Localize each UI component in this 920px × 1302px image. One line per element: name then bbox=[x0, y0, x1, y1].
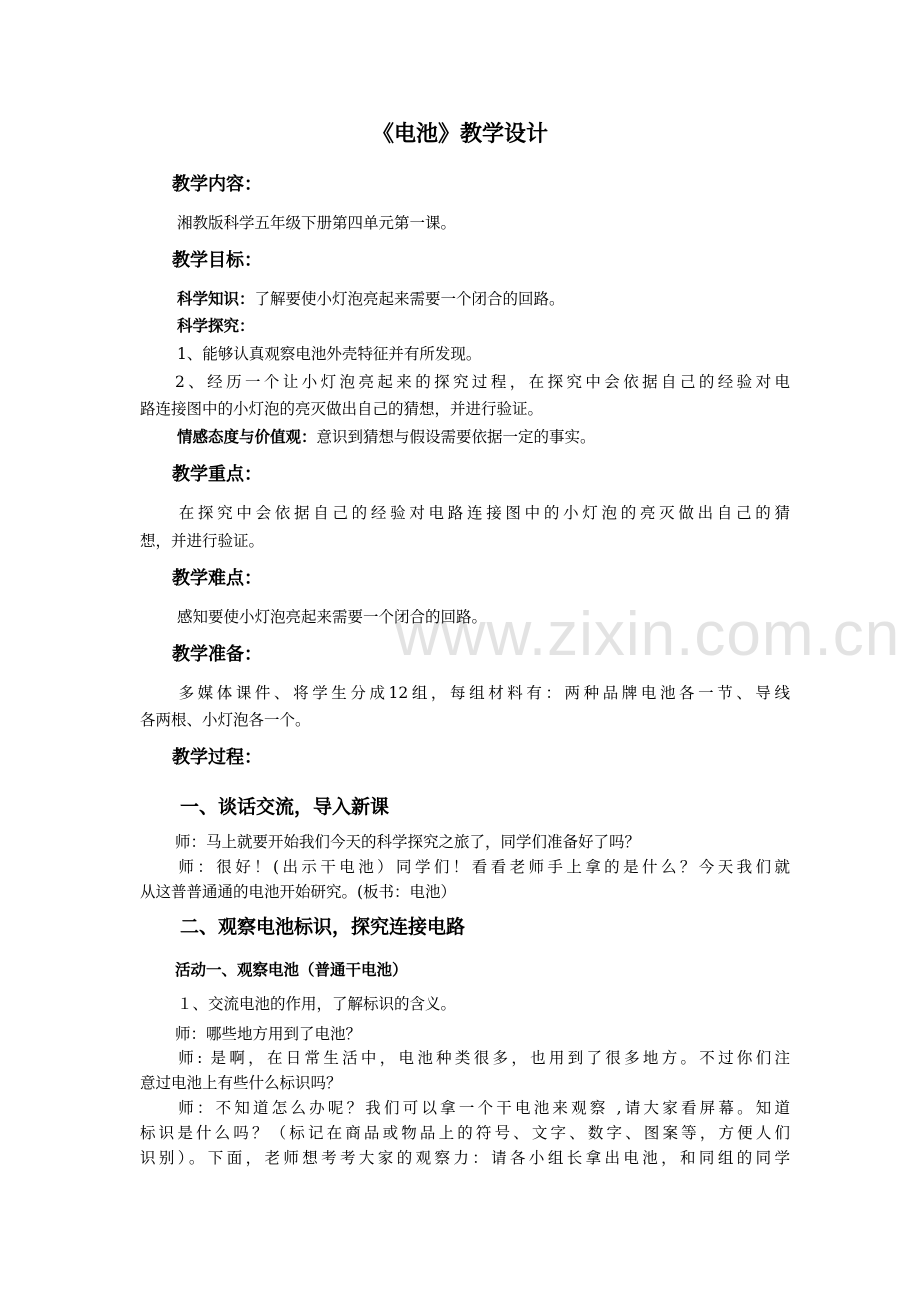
goal-attitude-label: 情感态度与价值观： bbox=[177, 428, 317, 446]
section-2-para3-line2: 标识是什么吗？（标记在商品或物品上的符号、文字、数字、图案等，方便人们 bbox=[140, 1124, 790, 1142]
section-2-para3-line3: 识别）。下面，老师想考考大家的观察力：请各小组长拿出电池，和同组的同学 bbox=[140, 1149, 790, 1167]
heading-teaching-content: 教学内容： bbox=[172, 174, 262, 195]
goal-inquiry-2-line2: 路连接图中的小灯泡的亮灭做出自己的猜想，并进行验证。 bbox=[140, 400, 544, 418]
goal-inquiry-label: 科学探究： bbox=[177, 317, 255, 335]
activity-1-title: 活动一、观察电池（普通干电池） bbox=[175, 961, 408, 979]
section-2-para2-line1: 师: 是啊，在日常生活中，电池种类很多，也用到了很多地方。不过你们注 bbox=[175, 1049, 790, 1067]
goal-knowledge-label: 科学知识： bbox=[177, 290, 255, 308]
heading-key-points: 教学重点： bbox=[172, 464, 262, 485]
teaching-content-text: 湘教版科学五年级下册第四单元第一课。 bbox=[177, 214, 457, 232]
goal-inquiry-1: 1、能够认真观察电池外壳特征并有所发现。 bbox=[177, 345, 482, 363]
heading-preparation: 教学准备： bbox=[172, 644, 262, 665]
difficulties-text: 感知要使小灯泡亮起来需要一个闭合的回路。 bbox=[177, 608, 488, 626]
section-1-para1: 师：马上就要开始我们今天的科学探究之旅了，同学们准备好了吗？ bbox=[175, 833, 641, 851]
section-2-para3-line1: 师：不知道怎么办呢？我们可以拿一个干电池来观察 ,请大家看屏幕。知道 bbox=[175, 1099, 790, 1117]
section-2-para1: 师：哪些地方用到了电池？ bbox=[175, 1025, 362, 1043]
goal-attitude-text: 意识到猜想与假设需要依据一定的事实。 bbox=[316, 428, 596, 446]
watermark: www.zixin.com.cn bbox=[395, 600, 901, 669]
heading-process: 教学过程： bbox=[172, 747, 262, 768]
section-1-title: 一、谈话交流，导入新课 bbox=[180, 796, 390, 818]
key-points-line1: 在探究中会依据自己的经验对电路连接图中的小灯泡的亮灭做出自己的猜 bbox=[175, 504, 790, 522]
preparation-line2: 各两根、小灯泡各一个。 bbox=[140, 711, 311, 729]
section-1-para2-line1: 师：很好！(出示干电池）同学们！看看老师手上拿的是什么？今天我们就 bbox=[175, 858, 790, 876]
goal-knowledge-text: 了解要使小灯泡亮起来需要一个闭合的回路。 bbox=[254, 290, 565, 308]
heading-teaching-goals: 教学目标： bbox=[172, 250, 262, 271]
heading-difficulties: 教学难点： bbox=[172, 568, 262, 589]
goal-knowledge bbox=[177, 287, 827, 312]
section-2-title: 二、观察电池标识，探究连接电路 bbox=[180, 916, 466, 938]
goal-attitude bbox=[177, 425, 827, 450]
preparation-line1: 多媒体课件、将学生分成12组，每组材料有：两种品牌电池各一节、导线 bbox=[175, 684, 790, 702]
section-1-para2-line2: 从这普普通通的电池开始研究。(板书：电池） bbox=[140, 883, 457, 901]
key-points-line2: 想，并进行验证。 bbox=[140, 532, 265, 550]
document-title: 《电池》教学设计 bbox=[371, 122, 548, 147]
section-2-para2-line2: 意过电池上有些什么标识吗？ bbox=[140, 1074, 342, 1092]
step-1: １、交流电池的作用，了解标识的含义。 bbox=[177, 995, 457, 1013]
goal-inquiry-2-line1: 2、经历一个让小灯泡亮起来的探究过程，在探究中会依据自己的经验对电 bbox=[175, 373, 790, 391]
